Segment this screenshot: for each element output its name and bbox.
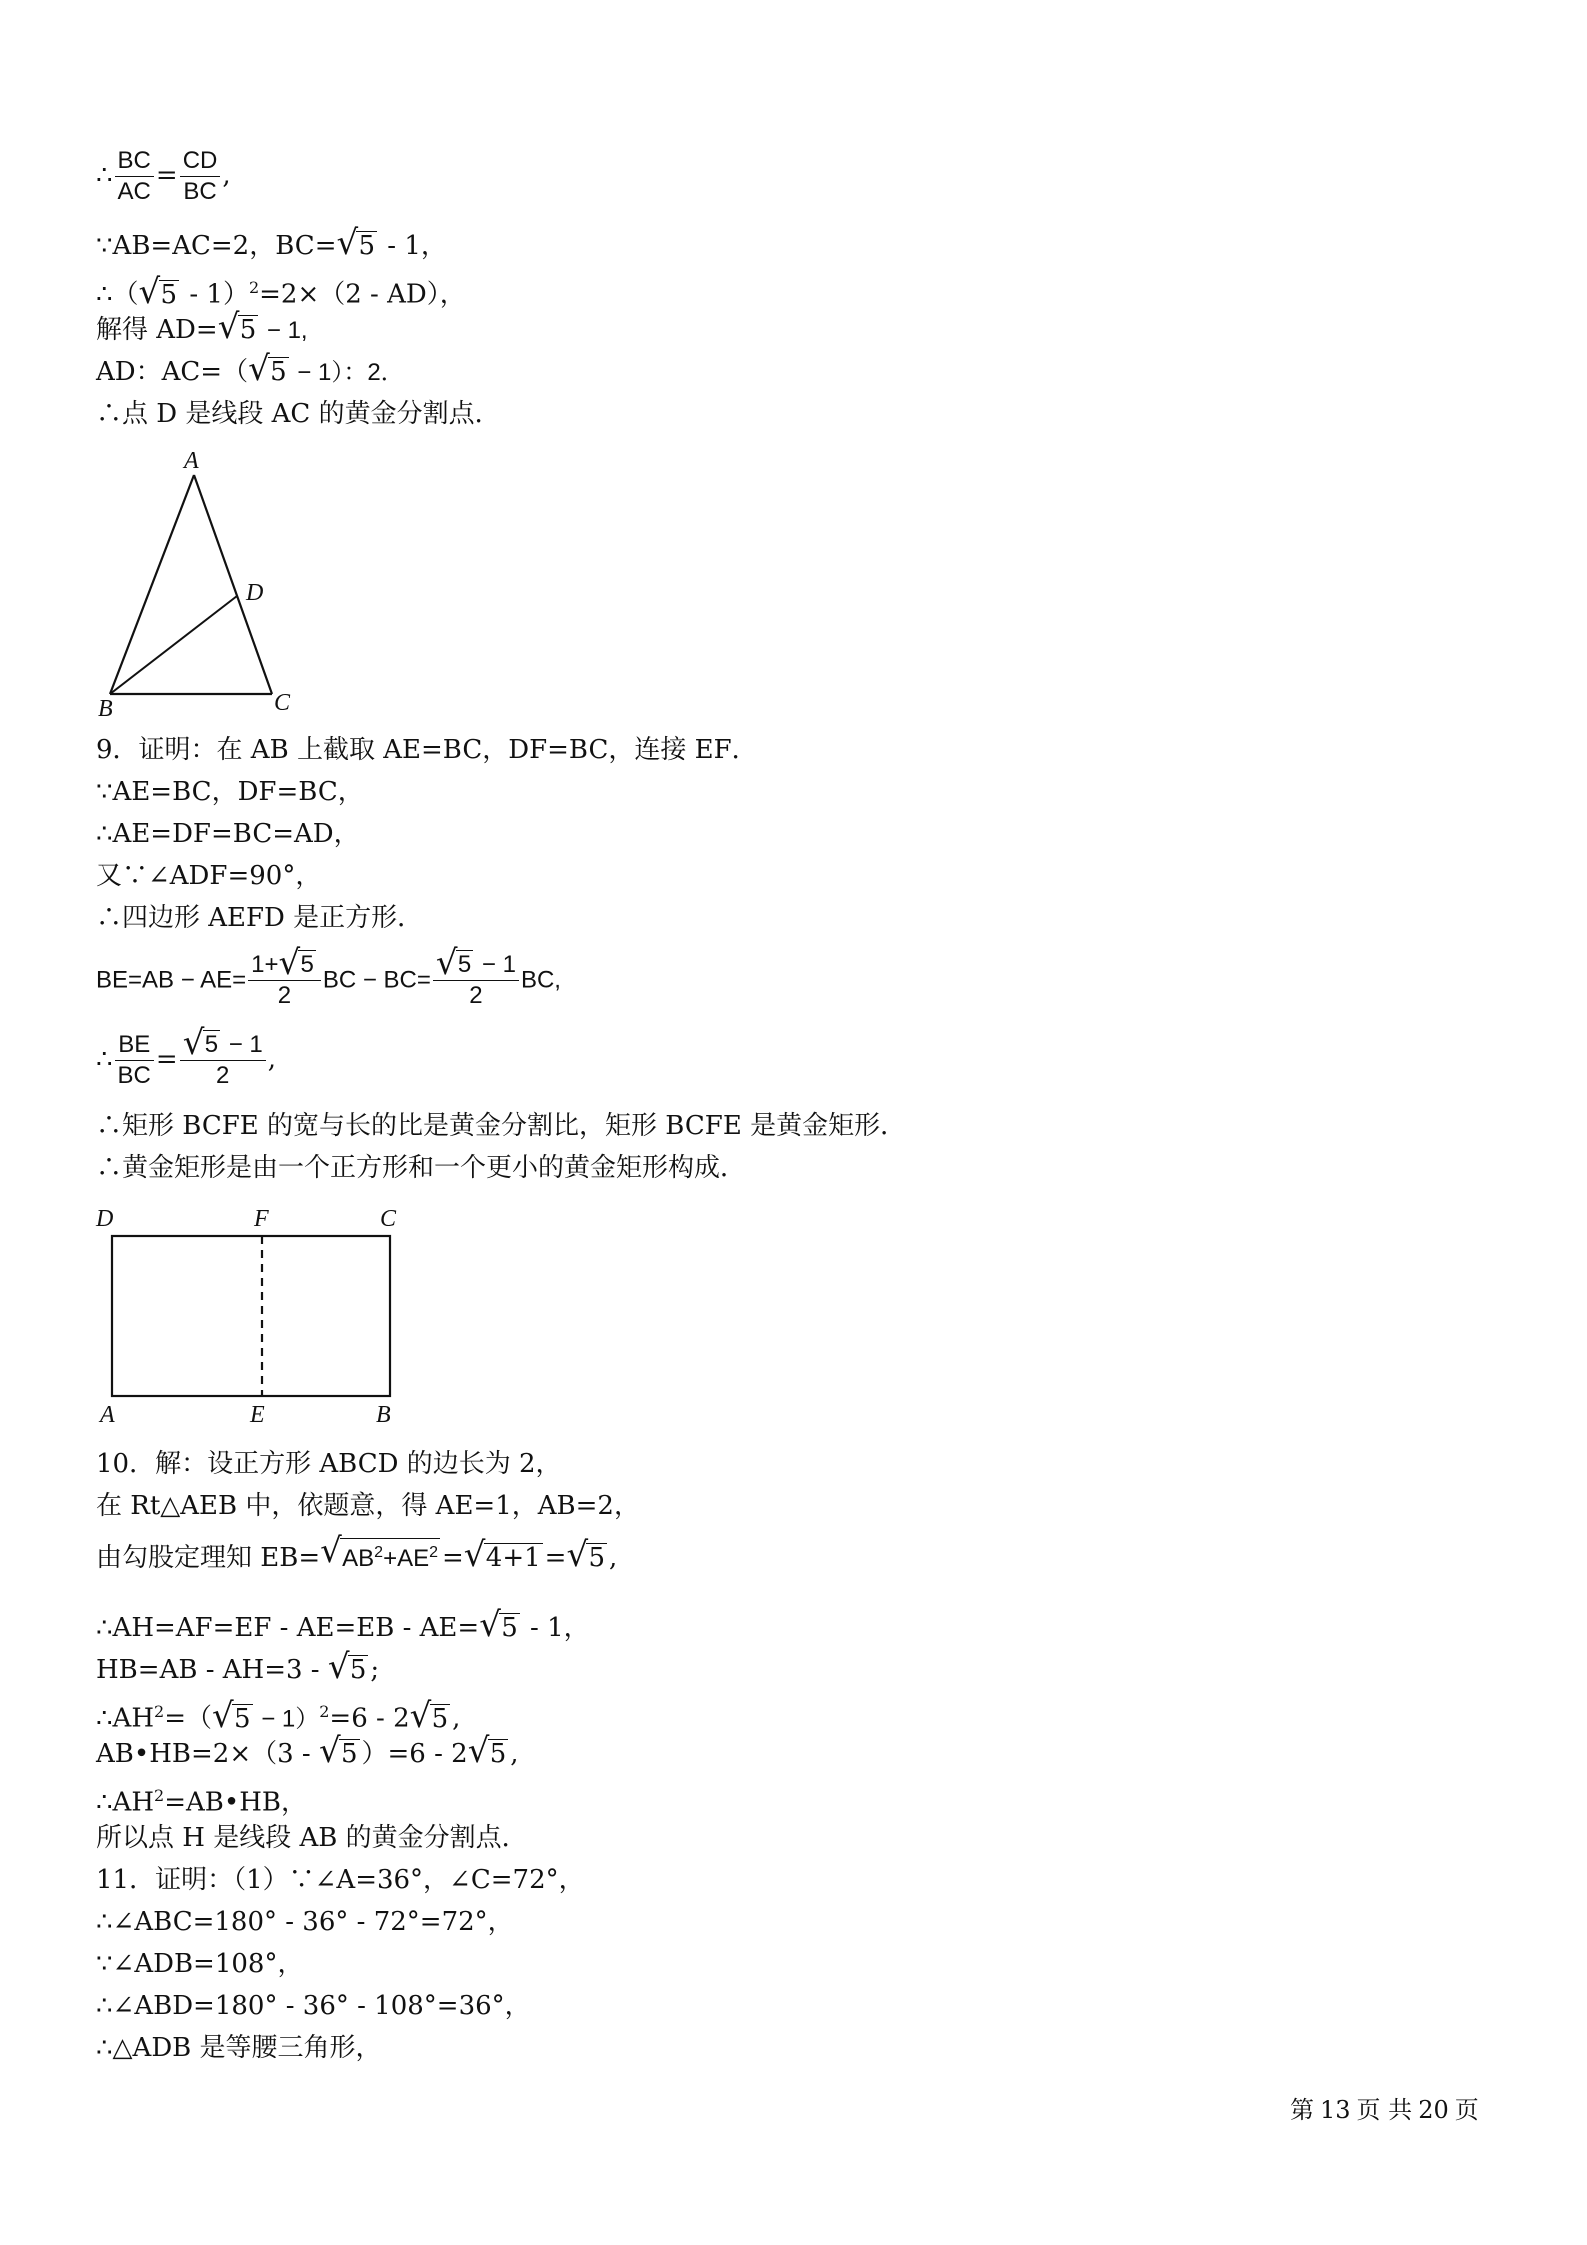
sqrt-body: 5 <box>358 231 376 261</box>
superscript: 2 <box>154 1786 165 1805</box>
fraction-denominator: BC <box>183 178 217 205</box>
line-conclusion-d: ∴点 D 是线段 AC 的黄金分割点． <box>96 399 501 429</box>
sqrt: √ 5 <box>327 1647 367 1687</box>
text-segment: BC, <box>520 966 561 994</box>
sqrt: √ 5 <box>278 943 314 983</box>
label-f: F <box>254 1206 269 1232</box>
sqrt-body <box>340 1538 440 1573</box>
label-a: A <box>184 448 199 474</box>
sqrt-body: 5 <box>239 315 257 345</box>
comma: , <box>222 160 231 191</box>
text-segment: - 1） <box>181 279 249 310</box>
line-hb <box>96 1647 380 1687</box>
text-segment: − 1）：2． <box>290 359 405 386</box>
label-a: A <box>100 1402 115 1428</box>
sqrt: √ 5 <box>138 271 178 312</box>
line-ab-ac <box>96 223 447 263</box>
line-rt-aeb: 在 Rt△AEB 中，依题意，得 AE=1，AB=2， <box>96 1491 640 1521</box>
text-segment: ∴（ <box>96 279 139 310</box>
text-segment: 1+ <box>251 951 279 978</box>
text-segment: − 1） <box>254 1705 320 1733</box>
comma: , <box>609 1543 618 1573</box>
sqrt-body: 5 <box>501 1613 518 1643</box>
sqrt-body: 5 <box>270 357 287 387</box>
text-segment: 由勾股定理知 EB= <box>96 1543 321 1573</box>
comma: , <box>452 1703 461 1734</box>
fraction-sqrt5-minus-1-over-2 <box>433 943 519 1011</box>
text-segment: =2×（2 - AD）， <box>259 279 466 310</box>
label-d: D <box>96 1206 114 1232</box>
fraction-denominator: AC <box>117 178 151 205</box>
text-segment: AB•HB=2×（3 - <box>96 1739 319 1769</box>
line-isosceles-adb: ∴△ADB 是等腰三角形， <box>96 2033 382 2063</box>
text-segment: =（ <box>164 1703 212 1734</box>
line-square-eq <box>96 272 466 311</box>
fraction-numerator <box>180 1023 266 1063</box>
text-segment: =6 - 2 <box>329 1703 410 1734</box>
fraction-bc-ac <box>115 146 154 207</box>
sqrt: √ 5 <box>211 1695 251 1736</box>
equals-sign: = <box>544 1543 567 1573</box>
fraction-numerator <box>433 943 519 983</box>
sqrt-body: 4+1 <box>485 1543 541 1573</box>
text-segment: =AB•HB， <box>164 1787 307 1818</box>
sqrt: √ $AB^2+AE^2$ <box>320 1531 438 1572</box>
line-angle-adb: ∵∠ADB=108°， <box>96 1949 304 1979</box>
fraction-numerator: CD <box>180 146 221 177</box>
therefore-symbol: ∴ <box>96 1044 113 1075</box>
sqrt-body: 5 <box>160 279 178 310</box>
label-b: B <box>98 696 113 720</box>
label-d: D <box>246 580 264 606</box>
fraction-sqrt5-minus-1-over-2 <box>180 1023 266 1091</box>
page-footer <box>1290 2090 1485 2125</box>
sqrt: √ 5 <box>435 943 472 983</box>
equals-sign: = <box>442 1543 464 1573</box>
fraction-denominator: BC <box>117 1062 151 1089</box>
line-ah2-eq-ab-hb <box>96 1780 307 1819</box>
label-b: B <box>376 1402 391 1428</box>
label-c: C <box>274 690 291 716</box>
line-golden-rectangle-composition: ∴黄金矩形是由一个正方形和一个更小的黄金矩形构成． <box>96 1153 747 1183</box>
text-segment: − 1 <box>222 1031 263 1058</box>
text-segment: AB <box>342 1545 375 1572</box>
label-c: C <box>380 1206 397 1232</box>
text-segment: - 1， <box>379 231 447 261</box>
sqrt: √ 5 <box>467 1731 507 1771</box>
sqrt: √ 5 <box>566 1535 606 1575</box>
fraction-denominator: 2 <box>216 1062 230 1089</box>
line-ad-ac-ratio <box>96 349 405 389</box>
fraction-1-plus-sqrt5-over-2 <box>248 943 321 1011</box>
text-segment: BE=AB − AE= <box>96 966 247 994</box>
text-segment: ）=6 - 2 <box>361 1739 468 1769</box>
sqrt: √ 5 <box>318 1731 358 1771</box>
rectangle-abcd <box>112 1236 390 1396</box>
equals-sign: = <box>155 1044 178 1075</box>
line-be-calculation <box>96 943 561 1011</box>
total-pages: 20 <box>1418 2096 1449 2124</box>
sqrt: √ 5 <box>336 223 376 263</box>
sqrt-body: 5 <box>457 951 472 978</box>
sqrt: √ 5 <box>217 307 257 347</box>
sqrt-body: 5 <box>588 1543 606 1573</box>
sqrt: √ 5 <box>409 1695 449 1736</box>
line-angle-abc: ∴∠ABC=180° - 36° - 72°=72°， <box>96 1907 514 1937</box>
line-conclusion-h: 所以点 H 是线段 AB 的黄金分割点． <box>96 1823 528 1853</box>
fraction-denominator: 2 <box>469 982 483 1009</box>
sqrt-body: 5 <box>204 1031 219 1058</box>
line-solve-ad <box>96 307 308 347</box>
text-segment: 解得 AD= <box>96 315 218 345</box>
sqrt: √ 5 <box>479 1605 518 1645</box>
superscript: 2 <box>429 1544 438 1561</box>
text-segment: ∴AH <box>96 1703 154 1734</box>
text-segment: ; <box>370 1655 380 1685</box>
line-ae-df: ∴AE=DF=BC=AD， <box>96 819 360 849</box>
footer-suffix: 页 <box>1454 2096 1479 2124</box>
text-segment: − 1, <box>260 317 308 344</box>
fraction-numerator: BC <box>115 146 154 177</box>
sqrt-body: 5 <box>431 1703 449 1734</box>
text-segment: - 1， <box>521 1613 590 1643</box>
sqrt-body: 5 <box>349 1655 367 1685</box>
fraction-denominator: 2 <box>277 982 292 1009</box>
line-pythagorean <box>96 1531 618 1575</box>
line-golden-rectangle: ∴矩形 BCFE 的宽与长的比是黄金分割比，矩形 BCFE 是黄金矩形． <box>96 1111 907 1141</box>
text-segment: AD：AC=（ <box>96 357 249 387</box>
sqrt: √ 4+1 <box>463 1535 541 1575</box>
text-segment: − 1 <box>475 951 516 978</box>
sqrt-body: 5 <box>233 1703 251 1734</box>
line-angle-adf: 又∵∠ADF=90°， <box>96 861 322 891</box>
sqrt-body: 5 <box>489 1739 507 1769</box>
fraction-cd-bc <box>180 146 221 207</box>
sqrt: √ 5 <box>182 1023 219 1063</box>
problem-10-heading: 10．解：设正方形 ABCD 的边长为 2， <box>96 1449 562 1479</box>
therefore-symbol: ∴ <box>96 160 113 191</box>
line-ah <box>96 1605 590 1645</box>
sqrt-body: 5 <box>300 951 314 978</box>
text-segment: ∴AH=AF=EF - AE=EB - AE= <box>96 1613 480 1643</box>
line-ab-hb-product <box>96 1731 519 1771</box>
fraction-be-bc <box>115 1030 154 1091</box>
text-segment: HB=AB - AH=3 - <box>96 1655 328 1685</box>
line-ae-bc: ∵AE=BC，DF=BC， <box>96 777 364 807</box>
superscript: 2 <box>319 1702 330 1721</box>
superscript: 2 <box>374 1544 384 1561</box>
line-be-bc-ratio <box>96 1023 277 1091</box>
sqrt-body: 5 <box>340 1739 358 1769</box>
label-e: E <box>250 1402 265 1428</box>
superscript: 2 <box>248 278 260 297</box>
eq-ratio-bc-ac <box>96 146 231 207</box>
problem-11-heading: 11．证明：（1）∵∠A=36°，∠C=72°， <box>96 1865 585 1895</box>
line-angle-abd: ∴∠ABD=180° - 36° - 108°=36°， <box>96 1991 531 2021</box>
comma: , <box>267 1044 277 1075</box>
line-ah-squared <box>96 1696 460 1736</box>
footer-prefix: 第 <box>1290 2096 1314 2124</box>
problem-9-heading: 9．证明：在 AB 上截取 AE=BC，DF=BC，连接 EF． <box>96 735 758 765</box>
comma: , <box>510 1739 519 1769</box>
superscript: 2 <box>154 1702 165 1721</box>
sqrt: √ 5 <box>248 349 287 389</box>
rectangle-figure <box>90 1196 410 1436</box>
text-segment: ∴AH <box>96 1787 154 1818</box>
fraction-numerator: BE <box>115 1030 154 1061</box>
equals-sign: = <box>155 160 178 191</box>
fraction-numerator <box>248 943 321 983</box>
text-segment: +AE <box>383 1545 430 1572</box>
line-square-aefd: ∴四边形 AEFD 是正方形． <box>96 903 424 933</box>
triangle-figure <box>90 440 320 720</box>
page-number: 13 <box>1320 2096 1351 2124</box>
text-segment: BC − BC= <box>322 966 431 994</box>
text-segment: ∵AB=AC=2，BC= <box>96 231 337 261</box>
footer-mid: 页 共 <box>1356 2096 1413 2124</box>
